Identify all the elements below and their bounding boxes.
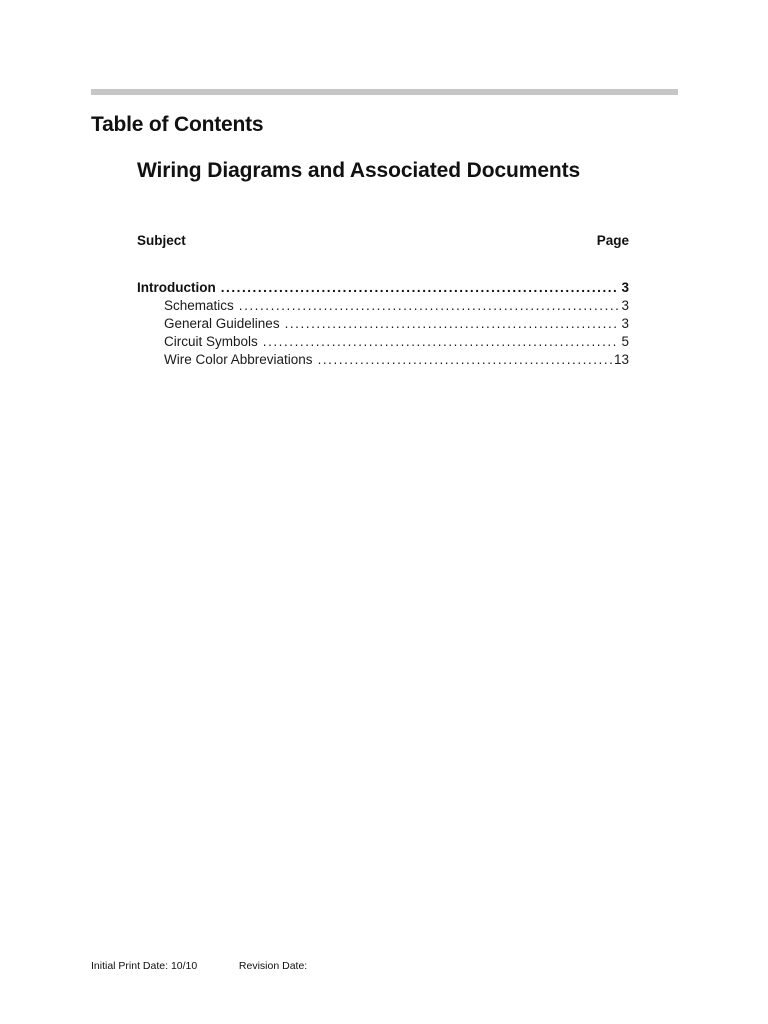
toc-entry-circuit-symbols[interactable] (137, 334, 629, 352)
toc-entry-label: Wire Color Abbreviations (164, 352, 313, 367)
toc-entry-introduction[interactable] (137, 280, 629, 298)
toc-dot-leader (239, 298, 620, 313)
toc-entry-page: 3 (621, 316, 629, 331)
toc-entry-page: 5 (621, 334, 629, 349)
toc-entry-label: Schematics (164, 298, 234, 313)
document-title: Wiring Diagrams and Associated Documents (137, 159, 581, 182)
page-title: Table of Contents (91, 113, 264, 136)
toc-entry-page: 3 (621, 298, 629, 313)
toc-entry-label: General Guidelines (164, 316, 280, 331)
toc-list (137, 280, 629, 370)
toc-dot-leader (263, 334, 620, 349)
page-footer (91, 960, 307, 972)
initial-print-date: Initial Print Date: 10/10 (91, 960, 198, 972)
subject-column-header: Subject (137, 233, 186, 248)
toc-entry-page: 13 (613, 352, 629, 367)
page-column-header: Page (596, 233, 629, 248)
toc-entry-schematics[interactable] (137, 298, 629, 316)
header-rule (91, 89, 678, 95)
toc-entry-label: Introduction (137, 280, 216, 295)
toc-entry-wire-color-abbreviations[interactable] (137, 352, 629, 370)
revision-date: Revision Date: (238, 960, 308, 972)
toc-dot-leader (318, 352, 612, 367)
toc-dot-leader (221, 280, 620, 295)
toc-dot-leader (285, 316, 620, 331)
toc-entry-general-guidelines[interactable] (137, 316, 629, 334)
toc-entry-label: Circuit Symbols (164, 334, 258, 349)
toc-entry-page: 3 (621, 280, 629, 295)
